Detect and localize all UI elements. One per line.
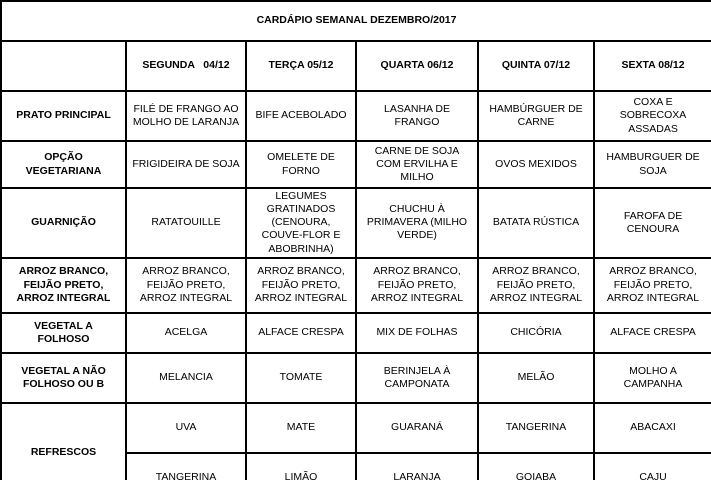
menu-cell: OMELETE DE FORNO xyxy=(246,141,356,188)
menu-cell: HAMBURGUER DE SOJA xyxy=(594,141,711,188)
header-row xyxy=(1,41,711,91)
menu-cell: BIFE ACEBOLADO xyxy=(246,91,356,141)
corner-cell xyxy=(1,41,126,91)
menu-cell: BATATA RÚSTICA xyxy=(478,188,594,258)
menu-cell: LIMÃO xyxy=(246,453,356,480)
menu-cell: ARROZ BRANCO, FEIJÃO PRETO, ARROZ INTEGRAL xyxy=(126,258,246,313)
menu-cell: LARANJA xyxy=(356,453,478,480)
row-arroz-feijao xyxy=(1,258,711,313)
menu-cell: GUARANÁ xyxy=(356,403,478,453)
menu-cell: CHUCHU À PRIMAVERA (MILHO VERDE) xyxy=(356,188,478,258)
menu-cell: MATE xyxy=(246,403,356,453)
menu-cell: UVA xyxy=(126,403,246,453)
row-label: PRATO PRINCIPAL xyxy=(1,91,126,141)
row-opcao-vegetariana xyxy=(1,141,711,188)
menu-cell: TANGERINA xyxy=(126,453,246,480)
menu-cell: MIX DE FOLHAS xyxy=(356,313,478,353)
row-label: REFRESCOS xyxy=(1,403,126,480)
day-header-sexta: SEXTA 08/12 xyxy=(594,41,711,91)
menu-cell: ARROZ BRANCO, FEIJÃO PRETO, ARROZ INTEGRAL xyxy=(246,258,356,313)
menu-cell: CARNE DE SOJA COM ERVILHA E MILHO xyxy=(356,141,478,188)
table-title: CARDÁPIO SEMANAL DEZEMBRO/2017 xyxy=(1,1,711,41)
menu-cell: FILÉ DE FRANGO AO MOLHO DE LARANJA xyxy=(126,91,246,141)
title-row xyxy=(1,1,711,41)
day-header-terca: TERÇA 05/12 xyxy=(246,41,356,91)
menu-cell: ARROZ BRANCO, FEIJÃO PRETO, ARROZ INTEGRAL xyxy=(356,258,478,313)
row-label: ARROZ BRANCO, FEIJÃO PRETO, ARROZ INTEGRAL xyxy=(1,258,126,313)
menu-cell: FRIGIDEIRA DE SOJA xyxy=(126,141,246,188)
day-header-quinta: QUINTA 07/12 xyxy=(478,41,594,91)
menu-cell: CHICÓRIA xyxy=(478,313,594,353)
day-header-segunda: SEGUNDA 04/12 xyxy=(126,41,246,91)
menu-cell: HAMBÚRGUER DE CARNE xyxy=(478,91,594,141)
row-guarnicao xyxy=(1,188,711,258)
row-label: VEGETAL A FOLHOSO xyxy=(1,313,126,353)
menu-cell: LASANHA DE FRANGO xyxy=(356,91,478,141)
row-vegetal-nao-folhoso xyxy=(1,353,711,403)
row-label: OPÇÃO VEGETARIANA xyxy=(1,141,126,188)
menu-cell: RATATOUILLE xyxy=(126,188,246,258)
menu-cell: ARROZ BRANCO, FEIJÃO PRETO, ARROZ INTEGRAL xyxy=(478,258,594,313)
menu-cell: ABACAXI xyxy=(594,403,711,453)
row-label: GUARNIÇÃO xyxy=(1,188,126,258)
menu-cell: BERINJELA À CAMPONATA xyxy=(356,353,478,403)
menu-cell: ARROZ BRANCO, FEIJÃO PRETO, ARROZ INTEGRAL xyxy=(594,258,711,313)
menu-cell: FAROFA DE CENOURA xyxy=(594,188,711,258)
menu-cell: ALFACE CRESPA xyxy=(594,313,711,353)
menu-cell: TANGERINA xyxy=(478,403,594,453)
menu-cell: ACELGA xyxy=(126,313,246,353)
row-label: VEGETAL A NÃO FOLHOSO OU B xyxy=(1,353,126,403)
menu-cell: TOMATE xyxy=(246,353,356,403)
menu-cell: OVOS MEXIDOS xyxy=(478,141,594,188)
day-header-quarta: QUARTA 06/12 xyxy=(356,41,478,91)
menu-cell: LEGUMES GRATINADOS (CENOURA, COUVE-FLOR E ABOBRINHA) xyxy=(246,188,356,258)
row-refrescos-1 xyxy=(1,403,711,453)
menu-cell: GOIABA xyxy=(478,453,594,480)
row-prato-principal xyxy=(1,91,711,141)
menu-cell: ALFACE CRESPA xyxy=(246,313,356,353)
menu-cell: MELANCIA xyxy=(126,353,246,403)
menu-cell: CAJU xyxy=(594,453,711,480)
row-vegetal-folhoso xyxy=(1,313,711,353)
menu-cell: MELÃO xyxy=(478,353,594,403)
menu-cell: MOLHO A CAMPANHA xyxy=(594,353,711,403)
menu-cell: COXA E SOBRECOXA ASSADAS xyxy=(594,91,711,141)
